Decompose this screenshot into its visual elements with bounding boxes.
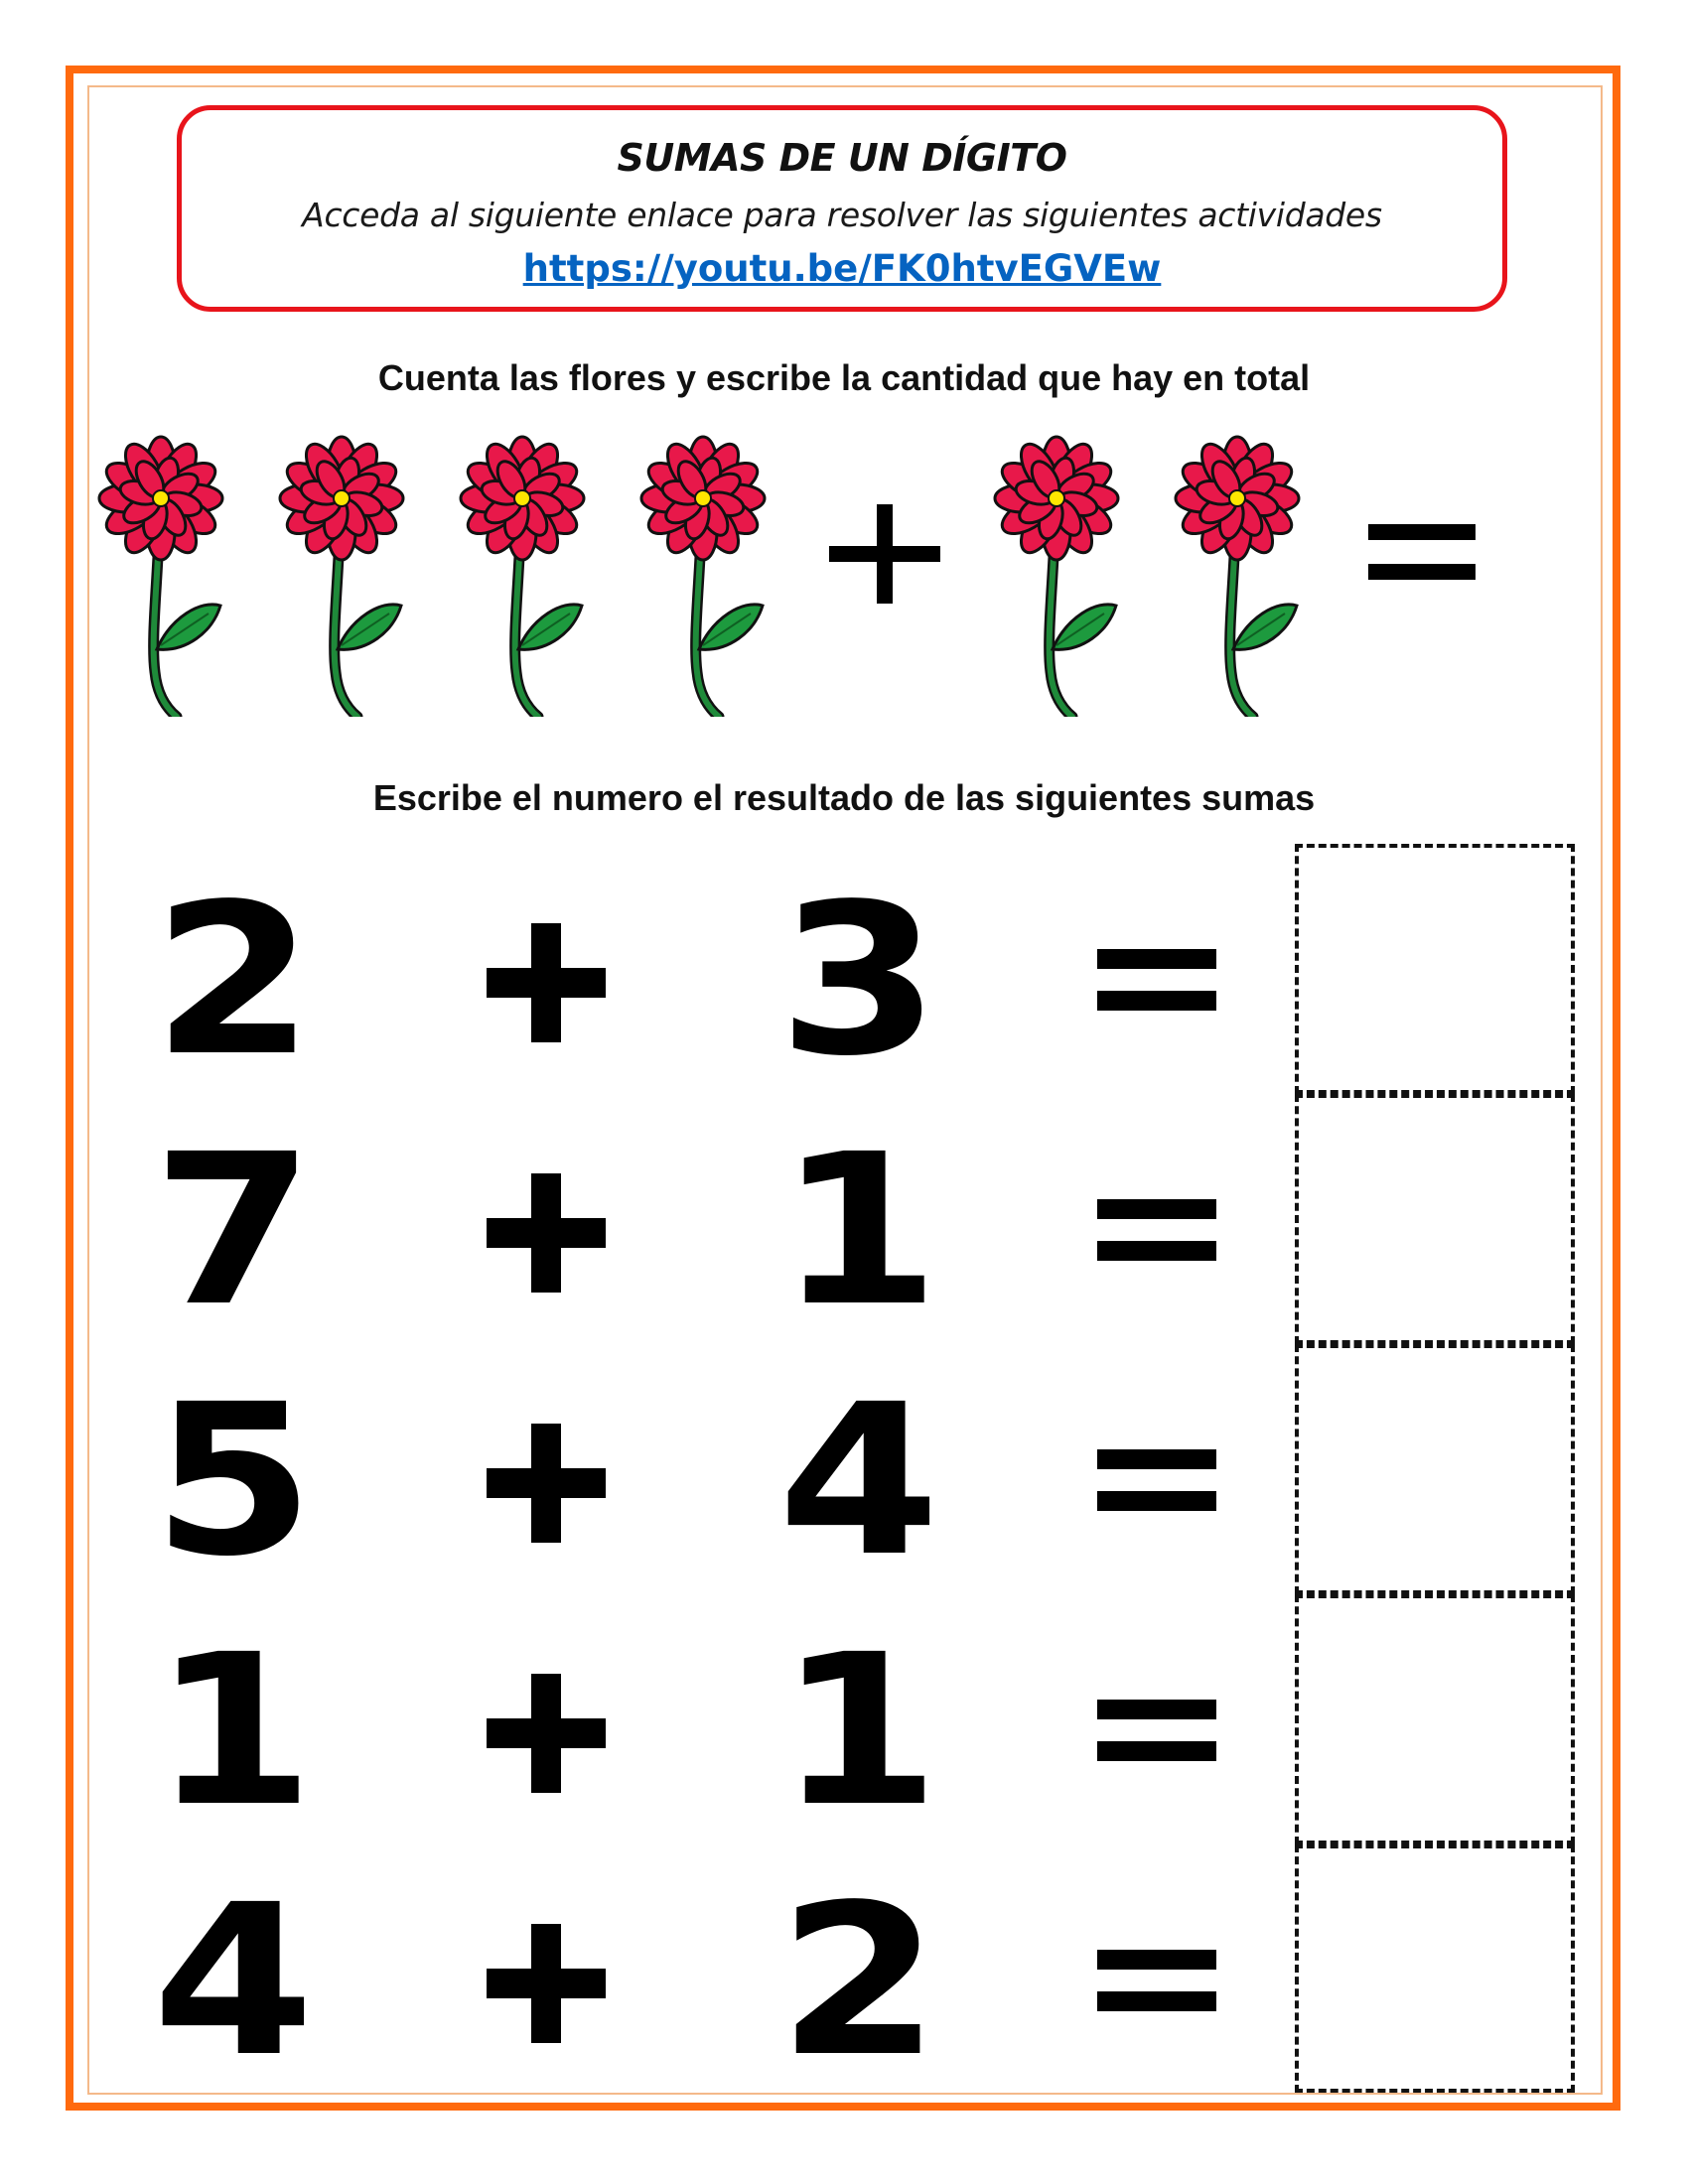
- equals-sign-icon: [1097, 949, 1216, 1011]
- flower-icon: [453, 429, 602, 717]
- worksheet-title: SUMAS DE UN DÍGITO: [617, 136, 1067, 180]
- answer-box[interactable]: [1295, 1844, 1575, 2093]
- plus-sign-icon: [487, 1424, 606, 1543]
- worksheet-subtitle: Acceda al siguiente enlace para resolver las siguientes actividades: [302, 196, 1382, 234]
- answer-box[interactable]: [1295, 1594, 1575, 1844]
- answer-box[interactable]: [1295, 844, 1575, 1094]
- plus-sign-icon: [487, 923, 606, 1042]
- flower-icon: [1168, 429, 1317, 717]
- plus-sign-icon: [829, 504, 940, 604]
- second-addend: 4: [777, 1359, 940, 1602]
- equals-sign-icon: [1097, 1700, 1216, 1761]
- first-addend: 1: [152, 1609, 315, 1852]
- second-addend: 2: [777, 1859, 940, 2103]
- flower-icon: [91, 429, 240, 717]
- equals-sign-icon: [1097, 1449, 1216, 1511]
- video-link[interactable]: https://youtu.be/FK0htvEGVEw: [522, 247, 1162, 290]
- plus-sign-icon: [487, 1924, 606, 2043]
- answer-box[interactable]: [1295, 1344, 1575, 1594]
- answer-box[interactable]: [1295, 1094, 1575, 1344]
- equals-sign-icon: [1097, 1199, 1216, 1261]
- first-addend: 5: [152, 1359, 315, 1602]
- second-addend: 1: [777, 1609, 940, 1852]
- equals-sign-icon: [1368, 524, 1476, 580]
- count-flowers-instruction: Cuenta las flores y escribe la cantidad que hay en total: [377, 357, 1311, 398]
- flower-icon: [633, 429, 782, 717]
- equals-sign-icon: [1097, 1950, 1216, 2011]
- header-box: [177, 105, 1507, 312]
- first-addend: 2: [152, 859, 315, 1102]
- flower-icon: [272, 429, 421, 717]
- plus-sign-icon: [487, 1173, 606, 1293]
- flower-icon: [987, 429, 1136, 717]
- second-addend: 3: [777, 859, 940, 1102]
- first-addend: 7: [152, 1109, 315, 1352]
- first-addend: 4: [152, 1859, 315, 2103]
- plus-sign-icon: [487, 1674, 606, 1793]
- second-addend: 1: [777, 1109, 940, 1352]
- sums-instruction: Escribe el numero el resultado de las siguientes sumas: [372, 777, 1316, 818]
